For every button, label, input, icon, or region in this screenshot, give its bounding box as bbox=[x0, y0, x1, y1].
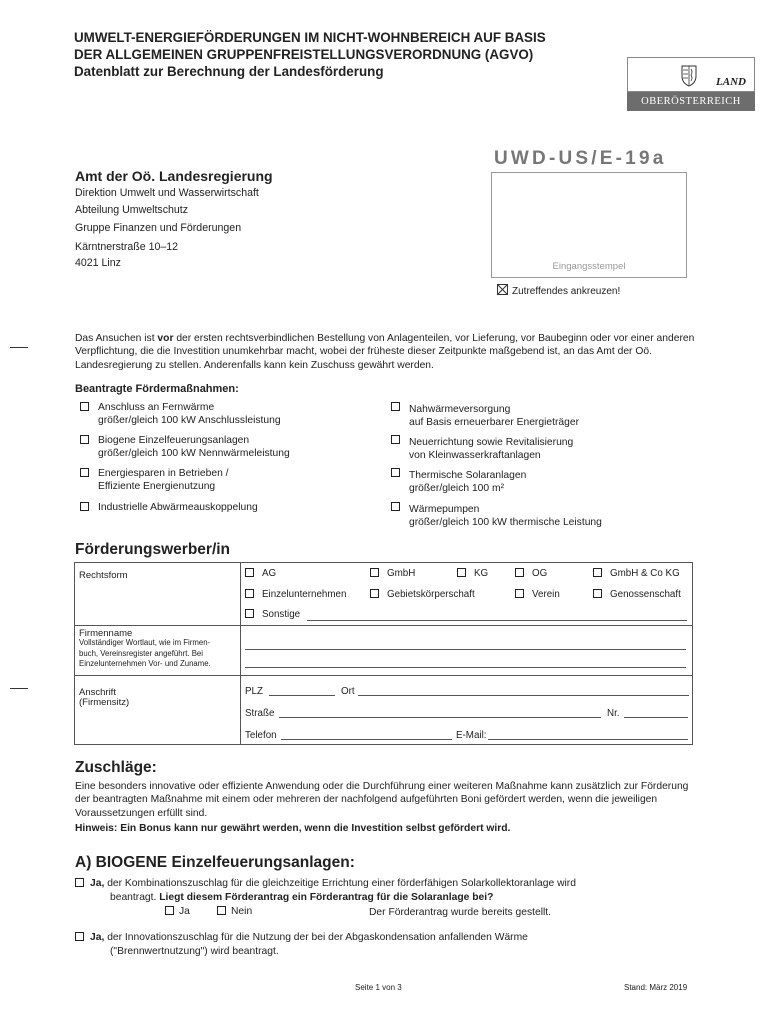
checkbox[interactable] bbox=[80, 435, 89, 444]
strasse-label: Straße bbox=[245, 708, 275, 719]
intro-pre: Das Ansuchen ist bbox=[75, 333, 158, 344]
checkbox[interactable] bbox=[75, 932, 84, 941]
solar-ja-option[interactable] bbox=[165, 905, 190, 918]
check-note bbox=[497, 284, 620, 297]
measure-waermepumpen[interactable] bbox=[391, 501, 691, 527]
page-number: Seite 1 von 3 bbox=[355, 983, 402, 992]
header-line-3: Datenblatt zur Berechnung der Landesförderung bbox=[74, 64, 384, 79]
crossed-checkbox-icon bbox=[497, 284, 508, 295]
telefon-label: Telefon bbox=[245, 730, 277, 741]
checkbox[interactable] bbox=[165, 906, 174, 915]
table-row-divider bbox=[74, 675, 693, 676]
measure-biogen[interactable] bbox=[80, 434, 360, 460]
measure-nahwaerme[interactable] bbox=[391, 401, 691, 427]
gestellt-text: Der Förderantrag wurde bereits gestellt. bbox=[369, 907, 551, 918]
option-label: AG bbox=[262, 568, 277, 579]
option-sonstige[interactable] bbox=[245, 609, 300, 620]
checkbox[interactable] bbox=[515, 568, 524, 577]
stamp-label: Eingangsstempel bbox=[552, 261, 626, 272]
header-line-2: DER ALLGEMEINEN GRUPPENFREISTELLUNGSVERORDNUNG (AGVO) bbox=[74, 47, 534, 62]
checkbox[interactable] bbox=[593, 589, 602, 598]
checkbox[interactable] bbox=[370, 589, 379, 598]
option-label: GmbH & Co KG bbox=[610, 568, 680, 579]
checkbox[interactable] bbox=[245, 568, 254, 577]
option-gmbh-co-kg[interactable] bbox=[593, 568, 680, 579]
coat-of-arms-icon bbox=[680, 63, 698, 87]
document-header bbox=[74, 29, 546, 80]
measure-fernwaerme[interactable] bbox=[80, 401, 360, 427]
checkbox[interactable] bbox=[391, 435, 400, 444]
measure-solar[interactable] bbox=[391, 467, 691, 493]
note-line: buch, Vereinsregister angeführt. Bei bbox=[79, 648, 203, 658]
biogen-item-2[interactable] bbox=[75, 931, 715, 944]
table-row-divider bbox=[74, 625, 693, 626]
measure-sublabel: größer/gleich 100 kW Anschlussleistung bbox=[98, 415, 281, 426]
authority-title: Amt der Oö. Landesregierung bbox=[75, 168, 273, 184]
item-question: Liegt diesem Förderantrag ein Förderantrag für die Solaranlage bei? bbox=[159, 892, 494, 903]
measure-abwaerme[interactable] bbox=[80, 501, 360, 515]
plz-label: PLZ bbox=[245, 686, 263, 697]
option-gmbh[interactable] bbox=[370, 568, 415, 579]
checkbox[interactable] bbox=[593, 568, 602, 577]
checkbox[interactable] bbox=[391, 402, 400, 411]
note-line: Einzelunternehmen Vor- und Zuname. bbox=[79, 659, 211, 669]
option-og[interactable] bbox=[515, 568, 547, 579]
option-label: OG bbox=[532, 568, 548, 579]
measure-sublabel: größer/gleich 100 m² bbox=[409, 483, 504, 494]
checkbox[interactable] bbox=[80, 402, 89, 411]
checkbox[interactable] bbox=[245, 609, 254, 618]
option-gebietskoerperschaft[interactable] bbox=[370, 589, 475, 600]
measure-label: Industrielle Abwärmeauskoppelung bbox=[98, 502, 258, 513]
anschrift-label: Anschrift bbox=[79, 687, 116, 698]
fold-mark bbox=[10, 688, 28, 689]
address-line: Gruppe Finanzen und Förderungen bbox=[75, 222, 242, 234]
checkbox[interactable] bbox=[80, 502, 89, 511]
measure-label: Wärmepumpen bbox=[409, 504, 480, 515]
solar-nein-option[interactable] bbox=[217, 905, 252, 918]
checkbox[interactable] bbox=[457, 568, 466, 577]
measure-energiesparen[interactable] bbox=[80, 467, 360, 493]
applicant-title: Förderungswerber/in bbox=[75, 541, 231, 558]
biogen-item-2-line2: ("Brennwertnutzung") wird beantragt. bbox=[110, 946, 279, 957]
biogen-item-1[interactable] bbox=[75, 877, 715, 890]
item-text: beantragt. bbox=[110, 892, 160, 903]
checkbox[interactable] bbox=[80, 468, 89, 477]
revision-date: Stand: März 2019 bbox=[624, 983, 688, 992]
option-einzelunternehmen[interactable] bbox=[245, 589, 346, 600]
email-label: E-Mail: bbox=[456, 730, 487, 741]
measure-label: Thermische Solaranlagen bbox=[409, 470, 527, 481]
sonstige-input-line[interactable] bbox=[307, 620, 687, 621]
measures-title: Beantragte Fördermaßnahmen: bbox=[75, 383, 239, 395]
nr-input-line[interactable] bbox=[624, 717, 688, 718]
measure-label: Nahwärmeversorgung bbox=[409, 404, 511, 415]
option-genossenschaft[interactable] bbox=[593, 589, 681, 600]
option-label: Nein bbox=[231, 906, 253, 917]
zuschlaege-title: Zuschläge: bbox=[75, 759, 157, 776]
anschrift-sub: (Firmensitz) bbox=[79, 697, 130, 708]
item-text: der Innovationszuschlag für die Nutzung der bei der Abgaskondensation anfallenden Wärme bbox=[104, 932, 528, 943]
intro-post: der ersten rechtsverbindlichen Bestellung von Anlagenteilen, vor Lieferung, vor Baubeginn oder vor einer anderen Verpflichtung, die die Investition unumkehrbar macht, wobei der früheste dieser Zeitpunkte maßgebend ist, an das Amt der Oö. Landesregierung zu stellen. Anderenfalls kann kein Zuschuss gewährt werden. bbox=[75, 333, 695, 371]
receipt-stamp-box bbox=[491, 172, 687, 278]
measure-sublabel: auf Basis erneuerbarer Energieträger bbox=[409, 417, 579, 428]
address-line: Abteilung Umweltschutz bbox=[75, 203, 189, 216]
form-code: UWD-US/E-19a bbox=[494, 148, 667, 169]
intro-bold: vor bbox=[157, 333, 174, 344]
authority-address bbox=[75, 185, 259, 272]
checkbox[interactable] bbox=[75, 878, 84, 887]
table-divider bbox=[240, 562, 241, 745]
option-label: Ja bbox=[179, 906, 190, 917]
logo-land-text: LAND bbox=[716, 76, 746, 88]
header-line-1: UMWELT-ENERGIEFÖRDERUNGEN IM NICHT-WOHNBEREICH AUF BASIS bbox=[74, 30, 546, 45]
address-line: Kärntnerstraße 10–12 bbox=[75, 240, 179, 253]
ja-label: Ja, bbox=[90, 932, 105, 943]
checkbox[interactable] bbox=[217, 906, 226, 915]
measure-label: Anschluss an Fernwärme bbox=[98, 402, 215, 413]
intro-paragraph bbox=[75, 332, 705, 372]
option-kg[interactable] bbox=[457, 568, 488, 579]
rechtsform-label: Rechtsform bbox=[79, 570, 128, 581]
firmenname-label: Firmenname bbox=[79, 628, 133, 639]
measure-label: Energiesparen in Betrieben / bbox=[98, 468, 229, 479]
measure-sublabel: Effiziente Energienutzung bbox=[98, 481, 216, 492]
measure-sublabel: größer/gleich 100 kW Nennwärmeleistung bbox=[98, 448, 290, 459]
firmenname-input-line[interactable] bbox=[245, 667, 686, 668]
ort-input-line[interactable] bbox=[358, 695, 689, 696]
option-label: Einzelunternehmen bbox=[262, 589, 347, 600]
firmenname-input-line[interactable] bbox=[245, 649, 686, 650]
item-text: der Kombinationszuschlag für die gleichzeitige Errichtung einer förderfähigen Solarkollektoranlage wird bbox=[104, 878, 576, 889]
option-label: Sonstige bbox=[262, 609, 301, 620]
logo-region-text: OBERÖSTERREICH bbox=[627, 92, 755, 111]
measure-sublabel: von Kleinwasserkraftanlagen bbox=[409, 450, 541, 461]
strasse-input-line[interactable] bbox=[279, 717, 601, 718]
option-label: GmbH bbox=[387, 568, 416, 579]
checkbox[interactable] bbox=[391, 468, 400, 477]
land-oberoesterreich-logo bbox=[627, 57, 755, 111]
biogen-title: A) BIOGENE Einzelfeuerungsanlagen: bbox=[75, 854, 355, 871]
check-note-text: Zutreffendes ankreuzen! bbox=[512, 286, 621, 297]
email-input-line[interactable] bbox=[488, 739, 688, 740]
option-verein[interactable] bbox=[515, 589, 560, 600]
fold-mark bbox=[10, 347, 28, 348]
checkbox[interactable] bbox=[370, 568, 379, 577]
measure-label: Neuerrichtung sowie Revitalisierung bbox=[409, 437, 574, 448]
telefon-input-line[interactable] bbox=[281, 739, 452, 740]
biogen-item-1-line2 bbox=[110, 891, 493, 904]
zuschlaege-hint: Hinweis: Ein Bonus kann nur gewährt werden, wenn die Investition selbst gefördert wird. bbox=[75, 823, 511, 834]
address-line: Direktion Umwelt und Wasserwirtschaft bbox=[75, 187, 259, 199]
ort-label: Ort bbox=[341, 686, 355, 697]
plz-input-line[interactable] bbox=[269, 695, 335, 696]
option-label: Genossenschaft bbox=[610, 589, 681, 600]
option-ag[interactable] bbox=[245, 568, 276, 579]
firmenname-note bbox=[79, 638, 211, 670]
ja-label: Ja, bbox=[90, 878, 105, 889]
note-line: Vollständiger Wortlaut, wie im Firmen- bbox=[79, 638, 211, 647]
zuschlaege-text: Eine besonders innovative oder effiziente Anwendung oder die Durchführung einer weiteren Maßnahme kann zusätzlich zur Förderung der beantragten Maßnahme mit einem oder mehreren der nachfolgend aufgeführten Boni gefördert werden, wenn die jeweiligen Voraussetzungen erfüllt sind. bbox=[75, 781, 689, 819]
measure-kleinwasserkraft[interactable] bbox=[391, 434, 691, 460]
measure-label: Biogene Einzelfeuerungsanlagen bbox=[98, 435, 250, 446]
option-label: Verein bbox=[532, 589, 560, 600]
address-line: 4021 Linz bbox=[75, 257, 121, 269]
checkbox[interactable] bbox=[245, 589, 254, 598]
option-label: KG bbox=[474, 568, 489, 579]
checkbox[interactable] bbox=[515, 589, 524, 598]
measure-sublabel: größer/gleich 100 kW thermische Leistung bbox=[409, 517, 602, 528]
option-label: Gebietskörperschaft bbox=[387, 589, 475, 600]
nr-label: Nr. bbox=[607, 708, 620, 719]
checkbox[interactable] bbox=[391, 502, 400, 511]
